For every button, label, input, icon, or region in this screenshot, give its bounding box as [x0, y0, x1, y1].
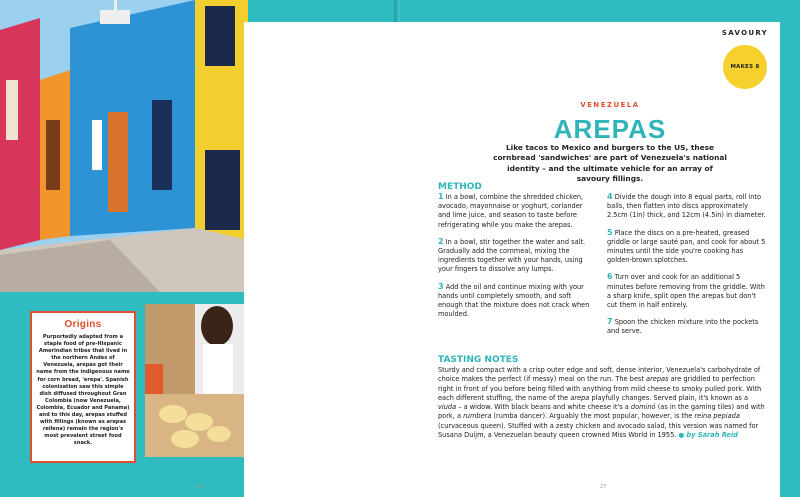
tasting-notes: Sturdy and compact with a crisp outer edge and soft, dense interior, Venezuela's carbohydrate of choice makes the perfect (if messy) meal on the run. The best arepas are griddled to perfection right in front of you before being filled with anything from mild cheese to smoky pulled pork. With each different stuffing, the name of the arepa playfully changes. Served plain, it's known as a viuda – a widow. With black beans and white cheese it's a dominó (as in the gaming tiles) and with pork, a rumbera (rumba dancer). Arguably the most popular, however, is the reina pepiada (curvaceous queen). Stuffed with a zesty chicken and avocado salad, this version was named for Susana Duijm, a Venezuelan beauty queen crowned Miss World in 1955. ● by Sarah Reid: [438, 366, 765, 440]
page-number-left: 26: [196, 484, 203, 490]
page-number-right: 27: [600, 484, 607, 490]
cook-photo: [145, 304, 248, 457]
tasting-heading: TASTING NOTES: [438, 355, 519, 365]
recipe-title: AREPAS: [553, 114, 667, 144]
origins-box: [30, 311, 136, 463]
method-column-1: [438, 192, 594, 326]
country-label: VENEZUELA: [580, 101, 640, 109]
intro-text: Like tacos to Mexico and burgers to the US, these cornbread 'sandwiches' are part of Venezuela's national identity – and the ultimate vehicle for an array of savoury fillings.: [493, 143, 727, 183]
makes-badge: MAKES 8: [723, 45, 767, 89]
origins-heading: Origins: [64, 319, 102, 330]
byline: ● by Sarah Reid: [678, 431, 738, 440]
method-step: 4 Divide the dough into 8 equal parts, roll into balls, then flatten into discs approximately 2.5cm (1in) thick, and 12cm (4.5in) in diameter.: [607, 192, 766, 220]
street-photo: [0, 0, 248, 292]
method-heading: METHOD: [438, 182, 482, 192]
origins-text: Purportedly adapted from a staple food of pre-Hispanic Amerindian tribes that lived in the northern Andes of Venezuela, arepas got their name from the indigenous name for corn bread, 'erepa'. Spanish colonisation saw this simple dish diffused throughout Gran Colombia (now Venezuela, Colombia, Ecuador and Panama) and to this day, arepas stuffed with fillings (known as arepas rellena) remain the region's most prevalent street food snack.: [36, 334, 130, 447]
method-column-2: [607, 192, 767, 344]
method-step: 6 Turn over and cook for an additional 5 minutes before removing from the griddle. With a sharp knife, split open the arepas but don't cut them in half entirely.: [607, 272, 765, 310]
method-step: 7 Spoon the chicken mixture into the pockets and serve.: [607, 317, 759, 336]
section-label: SAVOURY: [721, 29, 768, 37]
method-step: 5 Place the discs on a pre-heated, greased griddle or large sauté pan, and cook for about 5 minutes until the side you're cooking has golden-brown splotches.: [607, 227, 766, 265]
method-step: 3 Add the oil and continue mixing with your hands until completely smooth, and soft enough that the mixture does not crack when moulded.: [438, 281, 590, 319]
method-step: 2 In a bowl, stir together the water and salt. Gradually add the cornmeal, mixing the ingredients together with your hands, using your fingers to dissolve any lumps.: [438, 236, 586, 274]
method-step: 1 In a bowl, combine the shredded chicken, avocado, mayonnaise or yoghurt, coriander and lime juice, and season to taste before refrigerating while you make the arepas.: [438, 192, 584, 229]
